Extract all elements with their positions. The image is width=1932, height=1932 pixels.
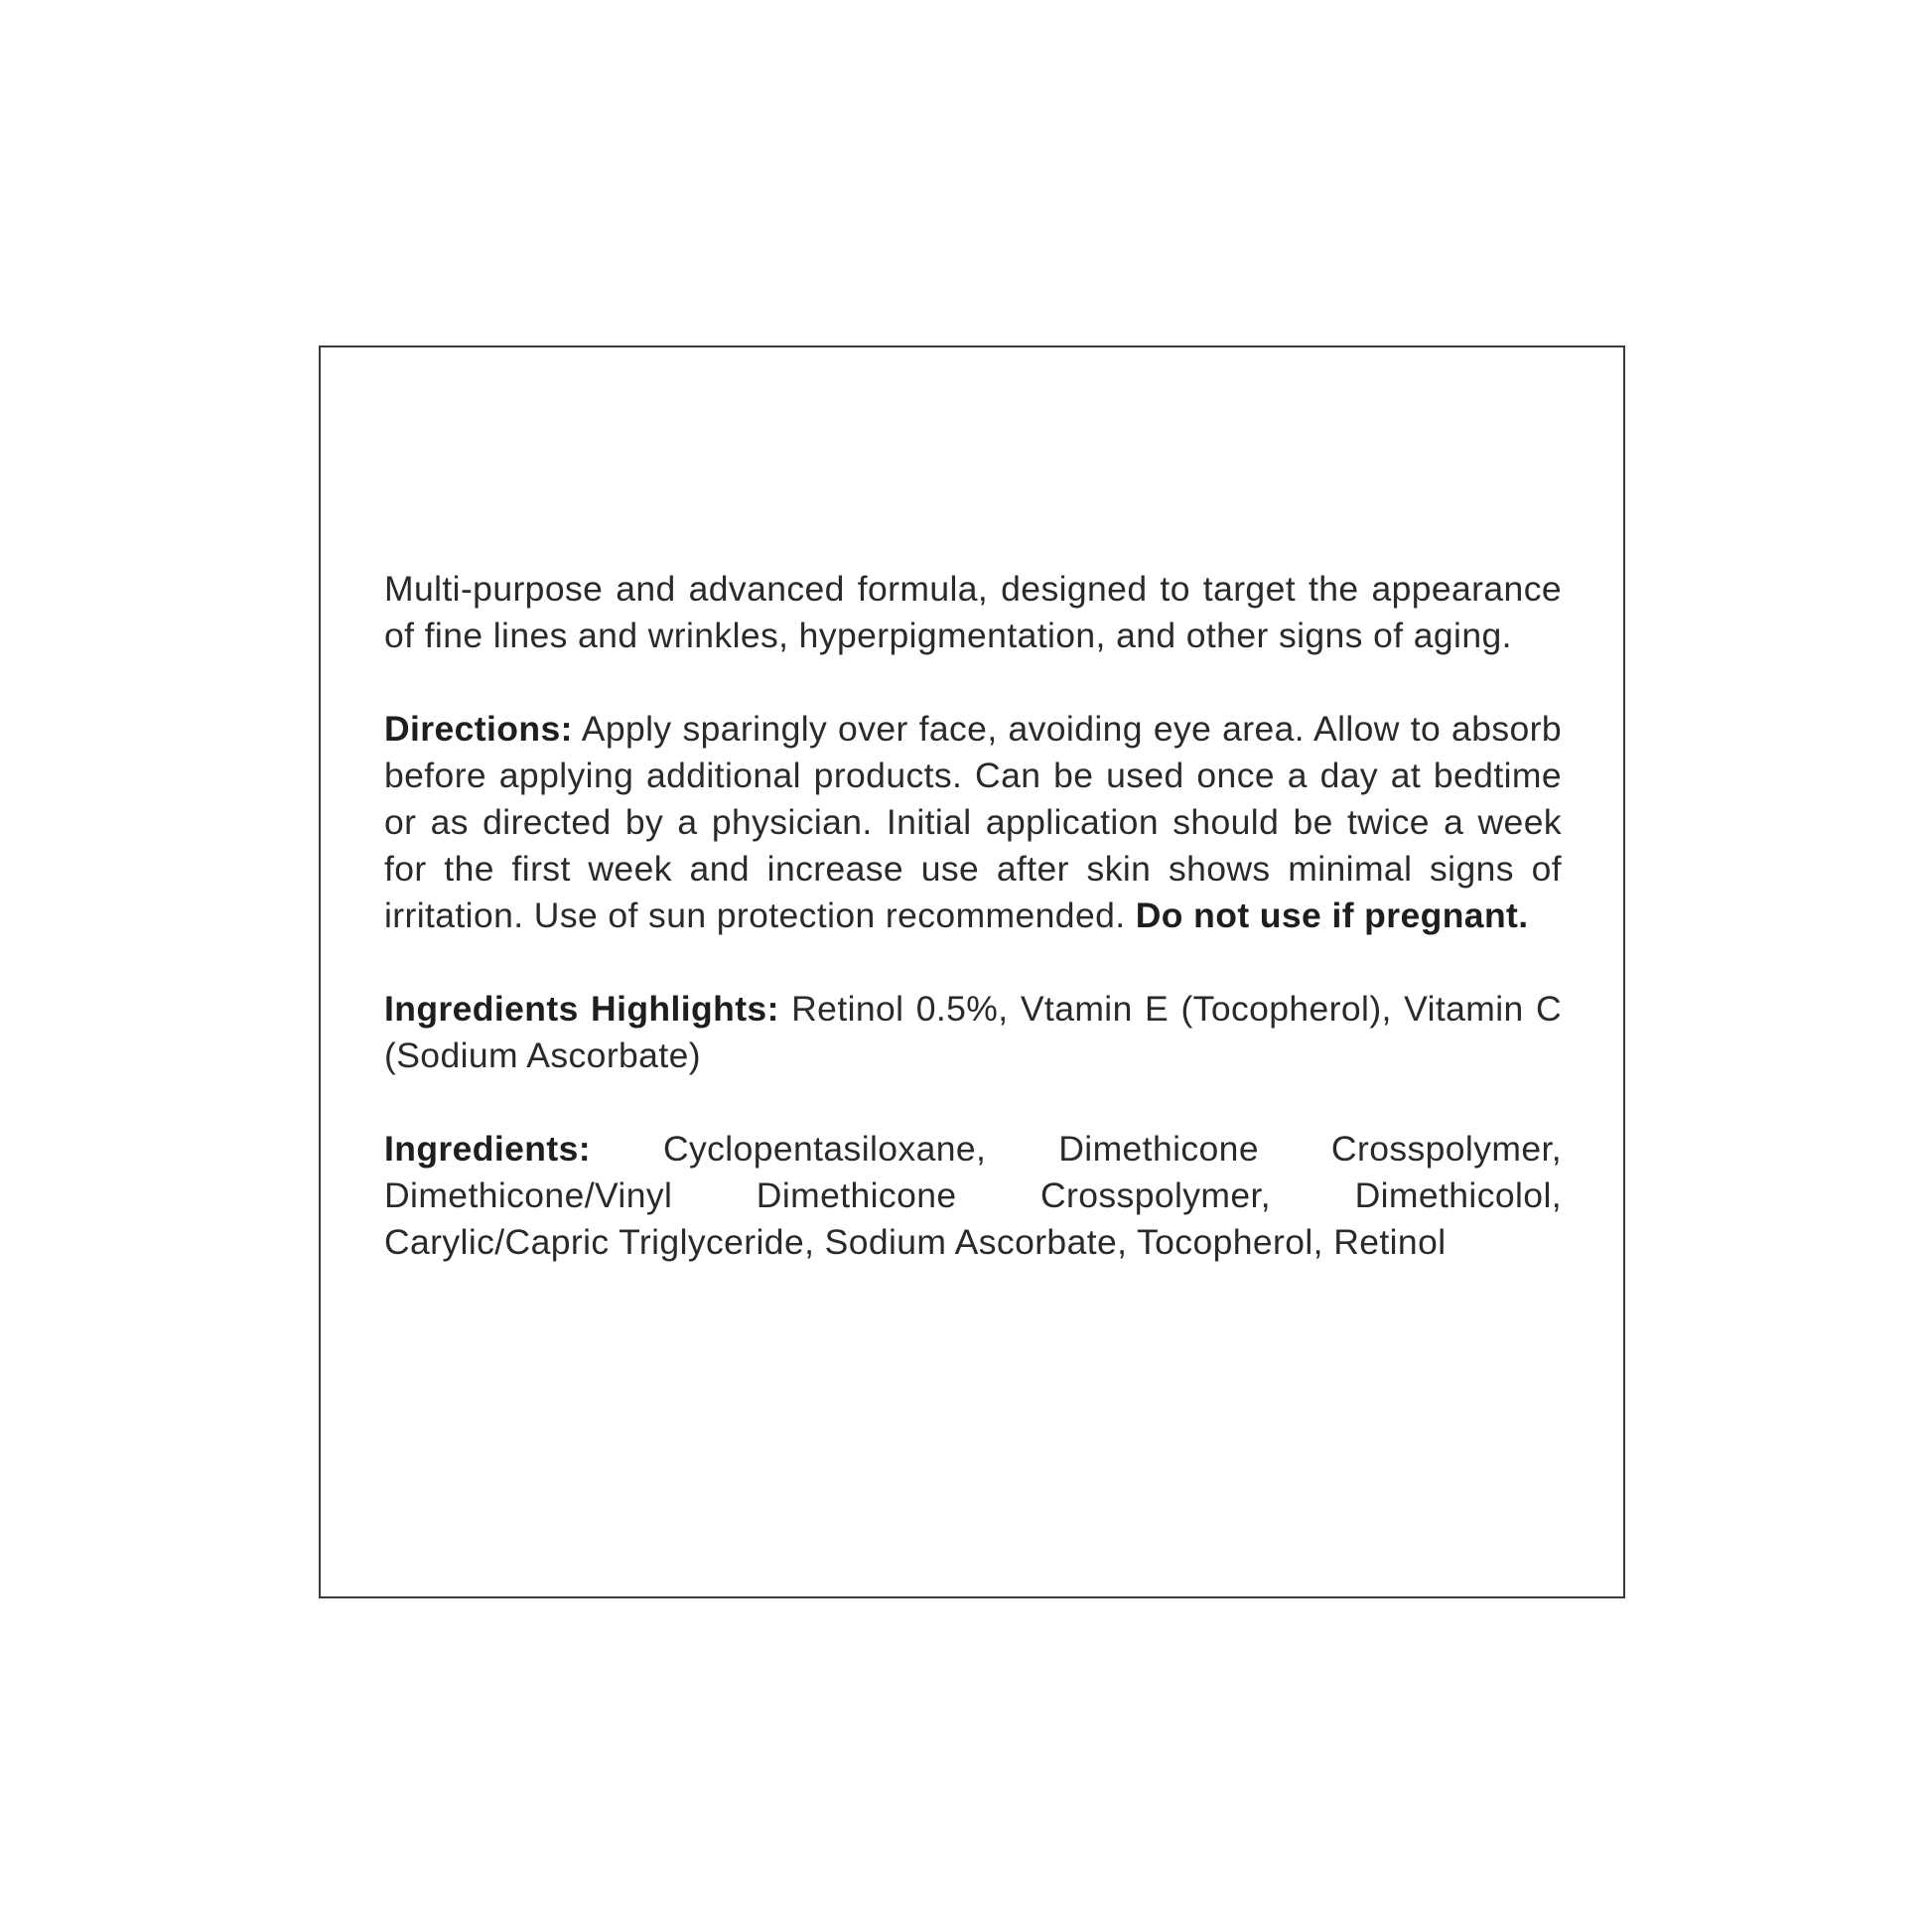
directions-paragraph <box>384 706 1562 939</box>
description-text: Multi-purpose and advanced formula, designed to target the appearance of fine lines and wrinkles, hyperpigmentation, and other signs of aging. <box>384 569 1562 655</box>
ingredient-highlights-text: Retinol 0.5%, Vtamin E (Tocopherol), Vitamin C (Sodium Ascorbate) <box>384 989 1563 1075</box>
directions-label: Directions: <box>384 709 573 749</box>
label-content <box>384 566 1562 1266</box>
description-paragraph <box>384 566 1562 659</box>
ingredients-text: Cyclopentasiloxane, Dimethicone Crosspolymer, Dimethicone/Vinyl Dimethicone Crosspolymer, Dimethicolol, Carylic/Capric Triglyceride, Sodium Ascorbate, Tocopherol, Retinol <box>384 1129 1563 1262</box>
product-label-box <box>319 345 1625 1598</box>
ingredient-highlights-label: Ingredients Highlights: <box>384 989 779 1029</box>
ingredients-label: Ingredients: <box>384 1129 591 1169</box>
ingredient-highlights-paragraph <box>384 986 1562 1079</box>
ingredients-paragraph <box>384 1126 1562 1266</box>
pregnancy-warning: Do not use if pregnant. <box>1135 896 1529 935</box>
directions-text: Apply sparingly over face, avoiding eye area. Allow to absorb before applying additional products. Can be used once a day at bedtime or as directed by a physician. Initial application should be twice a week for the first week and increase use after skin shows minimal signs of irritation. Use of sun protection recommended. <box>384 709 1562 935</box>
